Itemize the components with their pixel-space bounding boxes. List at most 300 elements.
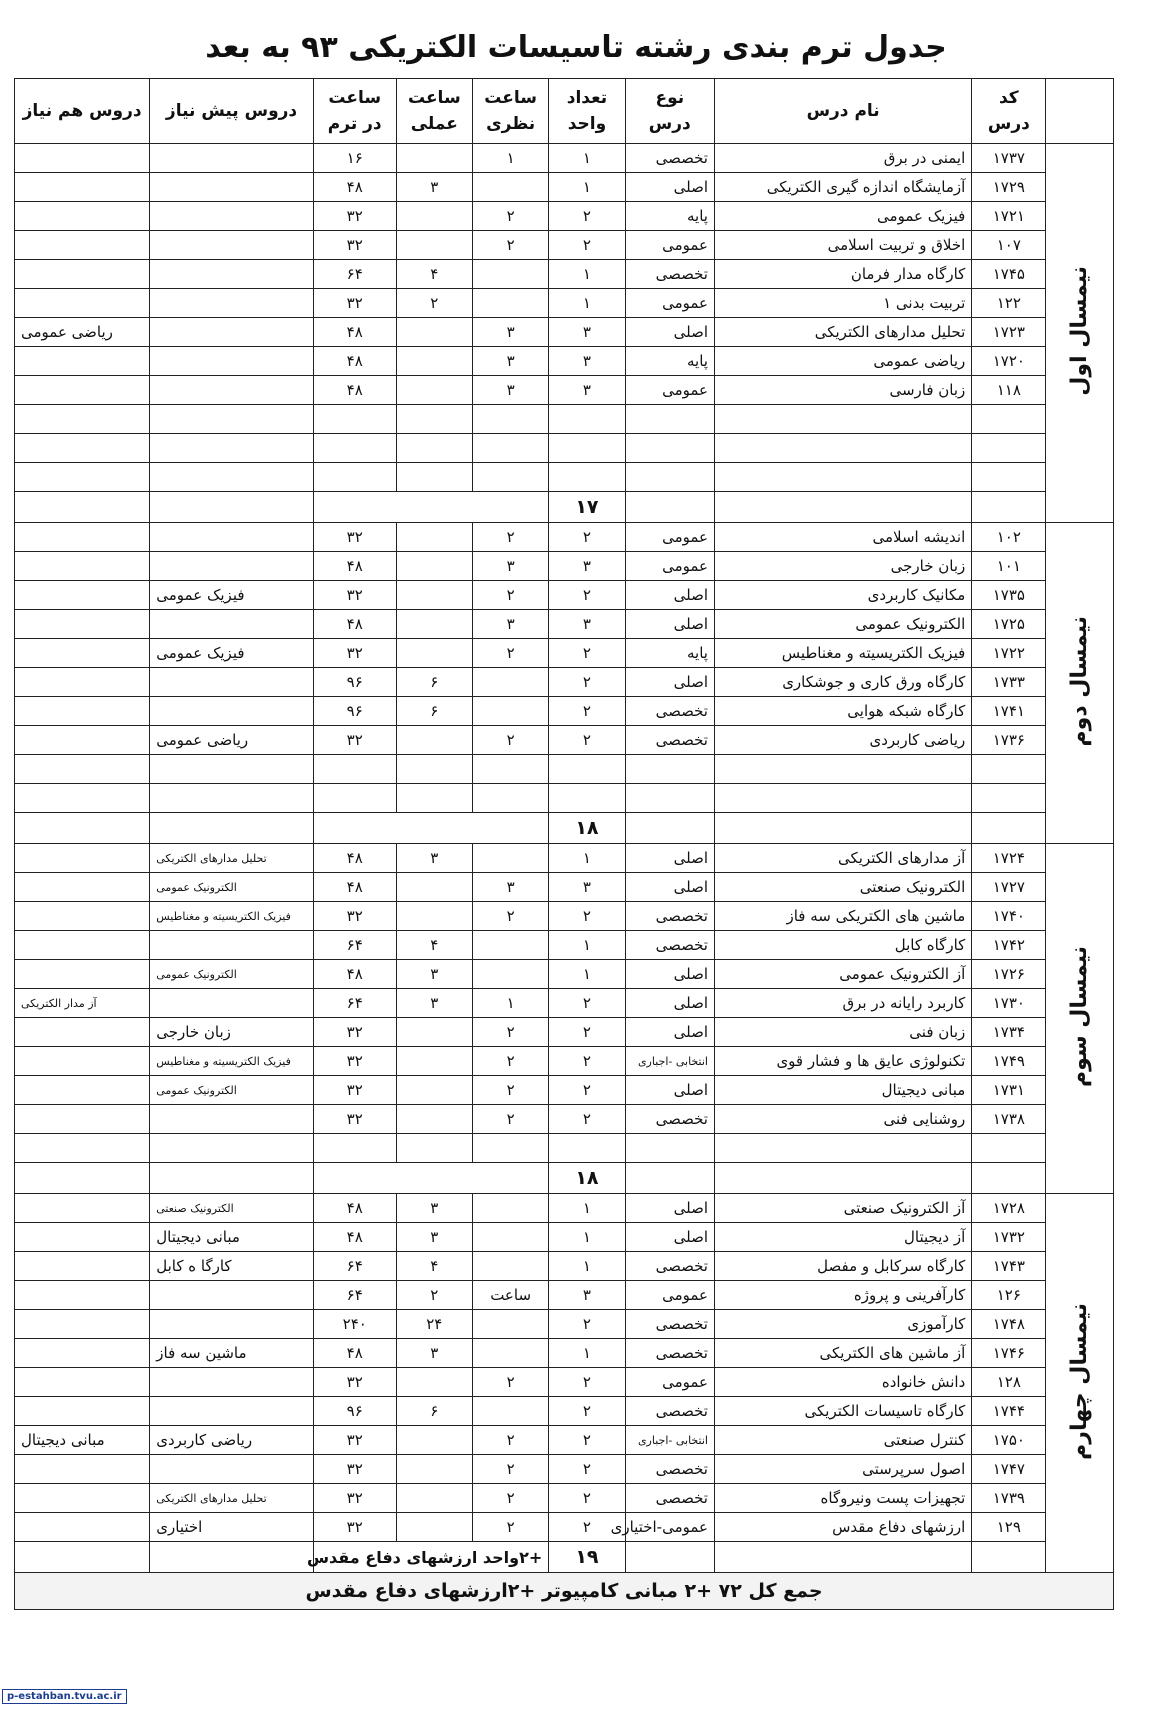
table-row (15, 931, 1114, 960)
course-term-hours: ۳۲ (313, 1484, 396, 1513)
course-term-hours: ۳۲ (313, 726, 396, 755)
semester-label-cell (1046, 844, 1114, 1194)
course-corequisite (15, 1223, 150, 1252)
course-term-hours: ۳۲ (313, 1368, 396, 1397)
course-term-hours: ۳۲ (313, 1455, 396, 1484)
course-code: ۱۷۴۸ (972, 1310, 1046, 1339)
course-type: تخصصی (625, 260, 714, 289)
course-practical-hours (396, 1484, 472, 1513)
empty-cell (396, 1134, 472, 1163)
course-theory-hours (472, 668, 548, 697)
empty-cell (972, 463, 1046, 492)
header-semester (1046, 79, 1114, 144)
total-blank (150, 1542, 314, 1573)
table-row (15, 989, 1114, 1018)
course-practical-hours (396, 1076, 472, 1105)
course-name: آز الکترونیک صنعتی (714, 1194, 971, 1223)
course-prerequisite: ریاضی عمومی (150, 726, 314, 755)
empty-cell (549, 1134, 625, 1163)
course-units: ۱ (549, 1339, 625, 1368)
course-units: ۲ (549, 1513, 625, 1542)
course-name: کاربرد رایانه در برق (714, 989, 971, 1018)
total-blank (625, 492, 714, 523)
course-code: ۱۷۳۶ (972, 726, 1046, 755)
course-corequisite (15, 552, 150, 581)
course-type: تخصصی (625, 1339, 714, 1368)
course-name: دانش خانواده (714, 1368, 971, 1397)
course-practical-hours (396, 1018, 472, 1047)
course-name: فیزیک الکتریسیته و مغناطیس (714, 639, 971, 668)
empty-cell (313, 463, 396, 492)
course-name: مبانی دیجیتال (714, 1076, 971, 1105)
course-theory-hours: ۲ (472, 231, 548, 260)
course-term-hours: ۳۲ (313, 1426, 396, 1455)
course-type: تخصصی (625, 1310, 714, 1339)
course-prerequisite (150, 289, 314, 318)
empty-cell (714, 1134, 971, 1163)
course-name: آز الکترونیک عمومی (714, 960, 971, 989)
course-prerequisite (150, 931, 314, 960)
course-corequisite (15, 960, 150, 989)
course-corequisite (15, 1397, 150, 1426)
course-code: ۱۷۴۴ (972, 1397, 1046, 1426)
total-blank (714, 1542, 971, 1573)
header-row (15, 79, 1114, 144)
empty-cell (714, 434, 971, 463)
header-prereq: دروس پیش نیاز (150, 79, 314, 144)
table-row (15, 1194, 1114, 1223)
course-units: ۲ (549, 231, 625, 260)
empty-cell (472, 1134, 548, 1163)
course-prerequisite: الکترونیک صنعتی (150, 1194, 314, 1223)
course-code: ۱۷۲۶ (972, 960, 1046, 989)
header-practical: ساعت عملی (396, 79, 472, 144)
empty-row (15, 755, 1114, 784)
course-type: اصلی (625, 873, 714, 902)
course-practical-hours: ۳ (396, 1223, 472, 1252)
curriculum-table (14, 78, 1114, 1610)
table-row (15, 1223, 1114, 1252)
course-type: عمومی (625, 1368, 714, 1397)
course-practical-hours: ۴ (396, 931, 472, 960)
course-units: ۲ (549, 1397, 625, 1426)
course-type: اصلی (625, 173, 714, 202)
course-prerequisite (150, 552, 314, 581)
course-theory-hours: ۲ (472, 581, 548, 610)
course-type: پایه (625, 202, 714, 231)
course-corequisite (15, 1105, 150, 1134)
course-theory-hours (472, 1397, 548, 1426)
empty-cell (625, 434, 714, 463)
course-theory-hours: ۲ (472, 1076, 548, 1105)
course-practical-hours (396, 1105, 472, 1134)
course-term-hours: ۳۲ (313, 289, 396, 318)
course-type: عمومی (625, 1281, 714, 1310)
course-corequisite (15, 289, 150, 318)
header-type: نوع درس (625, 79, 714, 144)
course-term-hours: ۴۸ (313, 376, 396, 405)
table-row (15, 1368, 1114, 1397)
course-corequisite (15, 1194, 150, 1223)
course-type: تخصصی (625, 931, 714, 960)
course-prerequisite: الکترونیک عمومی (150, 960, 314, 989)
course-type: تخصصی (625, 902, 714, 931)
semester-label-cell (1046, 144, 1114, 523)
empty-cell (625, 784, 714, 813)
course-term-hours: ۴۸ (313, 844, 396, 873)
course-name: کارگاه مدار فرمان (714, 260, 971, 289)
empty-cell (625, 463, 714, 492)
course-theory-hours: ۲ (472, 726, 548, 755)
course-type: اصلی (625, 318, 714, 347)
empty-cell (15, 784, 150, 813)
empty-cell (472, 755, 548, 784)
course-units: ۲ (549, 1047, 625, 1076)
course-practical-hours (396, 144, 472, 173)
course-code: ۱۰۱ (972, 552, 1046, 581)
empty-cell (714, 784, 971, 813)
table-row (15, 231, 1114, 260)
table-row (15, 1397, 1114, 1426)
header-name: نام درس (714, 79, 971, 144)
course-practical-hours: ۶ (396, 1397, 472, 1426)
course-theory-hours (472, 844, 548, 873)
course-theory-hours: ۳ (472, 376, 548, 405)
empty-row (15, 1134, 1114, 1163)
course-theory-hours (472, 1310, 548, 1339)
course-term-hours: ۳۲ (313, 202, 396, 231)
total-blank (972, 813, 1046, 844)
semester-extra-note (313, 813, 548, 844)
table-row (15, 1455, 1114, 1484)
course-name: کارآفرینی و پروژه (714, 1281, 971, 1310)
course-term-hours: ۲۴۰ (313, 1310, 396, 1339)
course-units: ۲ (549, 668, 625, 697)
course-name: کارگاه شبکه هوایی (714, 697, 971, 726)
course-prerequisite: فیزیک الکتریسیته و مغناطیس (150, 902, 314, 931)
semester-extra-note (313, 1163, 548, 1194)
course-practical-hours: ۳ (396, 960, 472, 989)
course-prerequisite (150, 1368, 314, 1397)
course-theory-hours: ۱ (472, 989, 548, 1018)
course-units: ۲ (549, 581, 625, 610)
course-term-hours: ۶۴ (313, 1252, 396, 1281)
course-theory-hours (472, 289, 548, 318)
course-type: انتخابی -اجباری (625, 1047, 714, 1076)
course-type: اصلی (625, 1223, 714, 1252)
course-practical-hours (396, 726, 472, 755)
empty-cell (972, 784, 1046, 813)
course-prerequisite (150, 260, 314, 289)
course-type: عمومی-اختیاری (625, 1513, 714, 1542)
total-blank (714, 813, 971, 844)
course-term-hours: ۶۴ (313, 1281, 396, 1310)
empty-cell (714, 463, 971, 492)
course-theory-hours: ۲ (472, 1455, 548, 1484)
empty-cell (313, 405, 396, 434)
table-body (15, 144, 1114, 1610)
course-term-hours: ۳۲ (313, 231, 396, 260)
course-practical-hours (396, 1426, 472, 1455)
course-name: کارآموزی (714, 1310, 971, 1339)
course-term-hours: ۹۶ (313, 697, 396, 726)
header-code: کد درس (972, 79, 1046, 144)
table-row (15, 1252, 1114, 1281)
course-type: عمومی (625, 289, 714, 318)
course-corequisite: آز مدار الکتریکی (15, 989, 150, 1018)
course-corequisite (15, 144, 150, 173)
course-corequisite (15, 1339, 150, 1368)
course-name: کارگاه سرکابل و مفصل (714, 1252, 971, 1281)
course-prerequisite (150, 610, 314, 639)
course-term-hours: ۴۸ (313, 347, 396, 376)
course-term-hours: ۳۲ (313, 581, 396, 610)
course-name: ریاضی عمومی (714, 347, 971, 376)
course-term-hours: ۶۴ (313, 260, 396, 289)
course-term-hours: ۴۸ (313, 1223, 396, 1252)
course-corequisite (15, 1484, 150, 1513)
empty-row (15, 434, 1114, 463)
course-code: ۱۷۴۲ (972, 931, 1046, 960)
course-corequisite (15, 1076, 150, 1105)
course-theory-hours (472, 260, 548, 289)
course-prerequisite (150, 173, 314, 202)
course-practical-hours: ۳ (396, 989, 472, 1018)
course-corequisite (15, 1018, 150, 1047)
course-prerequisite (150, 202, 314, 231)
course-code: ۱۷۲۳ (972, 318, 1046, 347)
course-prerequisite (150, 1281, 314, 1310)
course-corequisite (15, 376, 150, 405)
course-theory-hours (472, 1223, 548, 1252)
table-row (15, 289, 1114, 318)
course-corequisite (15, 173, 150, 202)
course-theory-hours (472, 173, 548, 202)
course-code: ۱۷۳۹ (972, 1484, 1046, 1513)
course-units: ۱ (549, 1223, 625, 1252)
course-practical-hours (396, 902, 472, 931)
course-name: تحلیل مدارهای الکتریکی (714, 318, 971, 347)
empty-cell (396, 463, 472, 492)
course-prerequisite (150, 347, 314, 376)
course-code: ۱۷۲۵ (972, 610, 1046, 639)
table-row (15, 1047, 1114, 1076)
course-code: ۱۷۴۷ (972, 1455, 1046, 1484)
semester-total-row (15, 1163, 1114, 1194)
total-blank (150, 813, 314, 844)
course-theory-hours: ۱ (472, 144, 548, 173)
table-row (15, 376, 1114, 405)
course-theory-hours: ۲ (472, 902, 548, 931)
course-units: ۲ (549, 1018, 625, 1047)
empty-cell (150, 1134, 314, 1163)
course-name: کارگاه ورق کاری و جوشکاری (714, 668, 971, 697)
empty-cell (396, 784, 472, 813)
semester-label: نیمسال سوم (1067, 946, 1093, 1087)
course-type: اصلی (625, 581, 714, 610)
course-term-hours: ۴۸ (313, 173, 396, 202)
empty-cell (150, 755, 314, 784)
course-corequisite (15, 581, 150, 610)
course-units: ۲ (549, 1368, 625, 1397)
table-row (15, 1310, 1114, 1339)
course-name: تجهیزات پست ونیروگاه (714, 1484, 971, 1513)
course-name: اخلاق و تربیت اسلامی (714, 231, 971, 260)
semester-total-units: ۱۹ (549, 1542, 625, 1573)
course-units: ۲ (549, 902, 625, 931)
website-footer: p-estahban.tvu.ac.ir (2, 1689, 127, 1704)
course-theory-hours: ۲ (472, 1426, 548, 1455)
empty-cell (313, 755, 396, 784)
course-practical-hours: ۴ (396, 260, 472, 289)
curriculum-table-wrapper (14, 78, 1114, 1610)
table-row (15, 1339, 1114, 1368)
course-corequisite (15, 523, 150, 552)
course-theory-hours: ۲ (472, 1047, 548, 1076)
course-units: ۲ (549, 202, 625, 231)
course-theory-hours (472, 960, 548, 989)
course-theory-hours: ۲ (472, 1105, 548, 1134)
course-corequisite (15, 1310, 150, 1339)
course-term-hours: ۳۲ (313, 1018, 396, 1047)
table-row (15, 1018, 1114, 1047)
empty-cell (972, 1134, 1046, 1163)
course-type: عمومی (625, 376, 714, 405)
course-corequisite (15, 610, 150, 639)
semester-total-units: ۱۸ (549, 1163, 625, 1194)
page-title: جدول ترم بندی رشته تاسیسات الکتریکی ۹۳ به بعد (205, 30, 947, 65)
table-row (15, 581, 1114, 610)
course-units: ۲ (549, 1426, 625, 1455)
semester-label-cell (1046, 1194, 1114, 1573)
empty-cell (472, 463, 548, 492)
course-practical-hours (396, 231, 472, 260)
course-units: ۱ (549, 931, 625, 960)
course-type: عمومی (625, 523, 714, 552)
course-units: ۲ (549, 1310, 625, 1339)
course-code: ۱۱۸ (972, 376, 1046, 405)
course-code: ۱۲۸ (972, 1368, 1046, 1397)
table-row (15, 144, 1114, 173)
course-practical-hours (396, 376, 472, 405)
total-blank (15, 1163, 150, 1194)
course-corequisite: ریاضی عمومی (15, 318, 150, 347)
course-practical-hours (396, 347, 472, 376)
empty-cell (313, 784, 396, 813)
semester-label: نیمسال چهارم (1067, 1302, 1093, 1460)
course-term-hours: ۴۸ (313, 873, 396, 902)
semester-label: نیمسال دوم (1067, 615, 1093, 747)
course-theory-hours (472, 1339, 548, 1368)
empty-cell (15, 755, 150, 784)
table-row (15, 202, 1114, 231)
course-prerequisite: زبان خارجی (150, 1018, 314, 1047)
total-blank (714, 1163, 971, 1194)
total-blank (15, 1542, 150, 1573)
course-code: ۱۷۲۰ (972, 347, 1046, 376)
course-type: اصلی (625, 1018, 714, 1047)
course-practical-hours (396, 873, 472, 902)
course-type: اصلی (625, 844, 714, 873)
table-row (15, 697, 1114, 726)
empty-row (15, 405, 1114, 434)
course-name: مکانیک کاربردی (714, 581, 971, 610)
course-term-hours: ۳۲ (313, 1047, 396, 1076)
table-row (15, 844, 1114, 873)
course-corequisite (15, 697, 150, 726)
table-row (15, 1426, 1114, 1455)
table-row (15, 173, 1114, 202)
course-units: ۲ (549, 1105, 625, 1134)
course-code: ۱۷۳۷ (972, 144, 1046, 173)
course-units: ۱ (549, 260, 625, 289)
course-units: ۳ (549, 376, 625, 405)
course-theory-hours: ۳ (472, 552, 548, 581)
course-code: ۱۷۳۳ (972, 668, 1046, 697)
course-practical-hours: ۶ (396, 668, 472, 697)
total-blank (972, 1163, 1046, 1194)
course-prerequisite: الکترونیک عمومی (150, 1076, 314, 1105)
course-term-hours: ۴۸ (313, 1194, 396, 1223)
course-practical-hours: ۴ (396, 1252, 472, 1281)
course-corequisite (15, 1368, 150, 1397)
course-practical-hours (396, 552, 472, 581)
course-name: تکنولوژی عایق ها و فشار قوی (714, 1047, 971, 1076)
course-name: آز ماشین های الکتریکی (714, 1339, 971, 1368)
course-practical-hours (396, 639, 472, 668)
course-practical-hours: ۳ (396, 1194, 472, 1223)
table-row (15, 552, 1114, 581)
course-type: تخصصی (625, 1105, 714, 1134)
course-name: زبان فنی (714, 1018, 971, 1047)
table-row (15, 960, 1114, 989)
course-practical-hours (396, 1513, 472, 1542)
course-theory-hours: ۲ (472, 1368, 548, 1397)
course-term-hours: ۳۲ (313, 1105, 396, 1134)
course-practical-hours (396, 610, 472, 639)
empty-cell (549, 463, 625, 492)
table-row (15, 1281, 1114, 1310)
course-practical-hours (396, 202, 472, 231)
course-units: ۱ (549, 960, 625, 989)
course-corequisite: مبانی دیجیتال (15, 1426, 150, 1455)
course-units: ۲ (549, 1076, 625, 1105)
empty-cell (396, 434, 472, 463)
course-practical-hours: ۲ (396, 1281, 472, 1310)
course-term-hours: ۴۸ (313, 318, 396, 347)
course-prerequisite (150, 989, 314, 1018)
course-type: پایه (625, 347, 714, 376)
course-prerequisite: کارگا ه کابل (150, 1252, 314, 1281)
header-theory: ساعت نظری (472, 79, 548, 144)
total-blank (972, 1542, 1046, 1573)
course-type: اصلی (625, 960, 714, 989)
empty-cell (472, 784, 548, 813)
course-corequisite (15, 726, 150, 755)
course-name: اصول سرپرستی (714, 1455, 971, 1484)
course-corequisite (15, 1513, 150, 1542)
empty-cell (549, 784, 625, 813)
course-theory-hours (472, 1252, 548, 1281)
empty-cell (625, 1134, 714, 1163)
semester-total-row (15, 1542, 1114, 1573)
course-prerequisite: ماشین سه فاز (150, 1339, 314, 1368)
course-code: ۱۰۲ (972, 523, 1046, 552)
course-term-hours: ۹۶ (313, 1397, 396, 1426)
course-prerequisite: فیزیک عمومی (150, 581, 314, 610)
course-type: تخصصی (625, 144, 714, 173)
empty-cell (15, 1134, 150, 1163)
